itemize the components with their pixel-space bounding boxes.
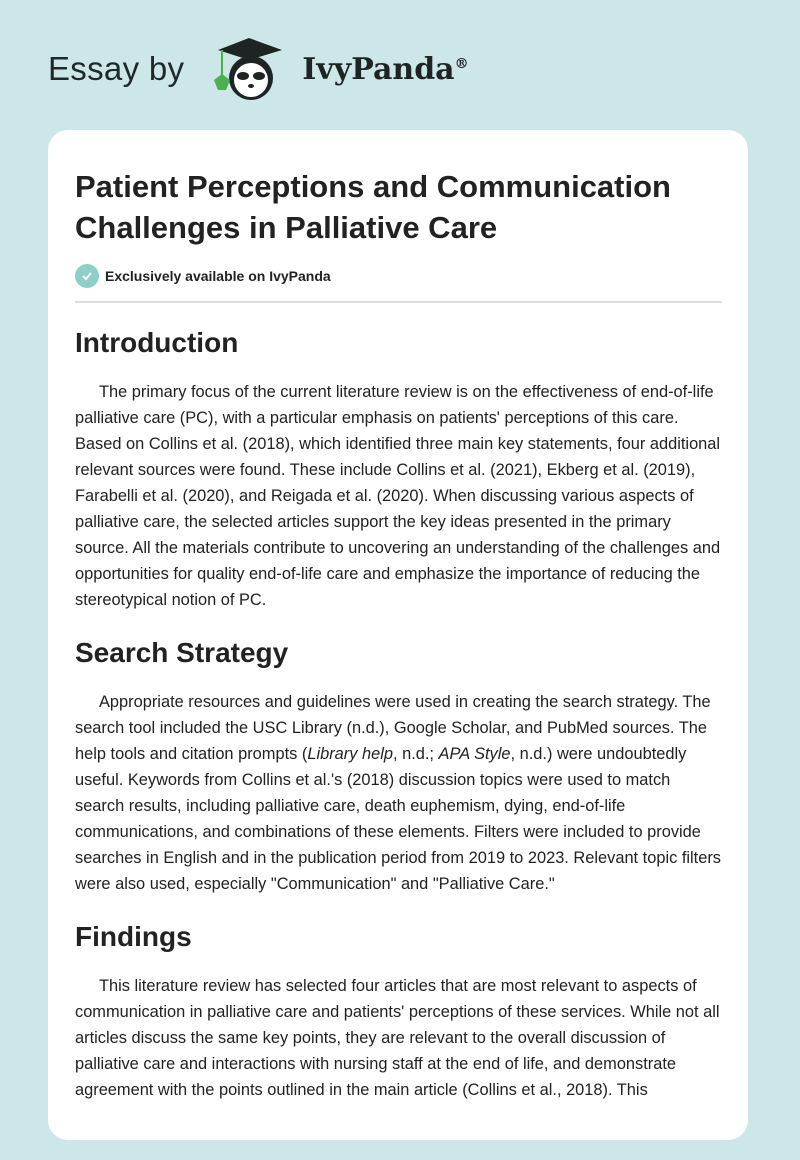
check-icon xyxy=(75,264,99,288)
section-heading-introduction: Introduction xyxy=(75,327,239,358)
essay-card xyxy=(48,130,748,1140)
brand-name[interactable]: IvyPanda® xyxy=(302,51,469,87)
panda-logo-icon xyxy=(204,34,294,104)
introduction-paragraph: The primary focus of the current literature review is on the effectiveness of end-of-life palliative care (PC), with a particular emphasis on patients' perceptions of this care. Based on Collins et al. (2018), which identified three main key statements, four additional relevant sources were found. These include Collins et al. (2021), Ekberg et al. (2019), Farabelli et al. (2020), and Reigada et al. (2020). When discussing various aspects of palliative care, the selected articles support the key ideas presented in the primary source. All the materials contribute to uncovering an understanding of the challenges and opportunities for quality end-of-life care and emphasize the importance of reducing the stereotypical notion of PC. xyxy=(75,383,721,609)
site-header xyxy=(48,34,469,104)
section-heading-findings: Findings xyxy=(75,921,192,952)
search-strategy-paragraph: Appropriate resources and guidelines were used in creating the search strategy. The search tool included the USC Library (n.d.), Google Scholar, and PubMed sources. The help tools and citation prompts (Library help, n.d.; APA Style, n.d.) were undoubtedly useful. Keywords from Collins et al.'s (2018) discussion topics were used to match search results, including palliative care, death euphemism, dying, end-of-life communications, and combinations of these elements. Filters were included to provide searches in English and in the publication period from 2019 to 2023. Relevant topic filters were also used, especially "Communication" and "Palliative Care." xyxy=(75,693,721,893)
divider xyxy=(75,301,722,303)
page-title: Patient Perceptions and Communication Challenges in Palliative Care xyxy=(75,169,671,245)
section-heading-search-strategy: Search Strategy xyxy=(75,637,289,668)
exclusive-badge: Exclusively available on IvyPanda xyxy=(75,264,722,288)
essay-by-label: Essay by xyxy=(48,50,185,87)
findings-paragraph: This literature review has selected four articles that are most relevant to aspects of communication in palliative care and patients' perceptions of these services. While not all articles discuss the same key points, they are relevant to the overall discussion of palliative care and interactions with nursing staff at the end of life, and demonstrate agreement with the points outlined in the main article (Collins et al., 2018). This xyxy=(75,977,720,1099)
